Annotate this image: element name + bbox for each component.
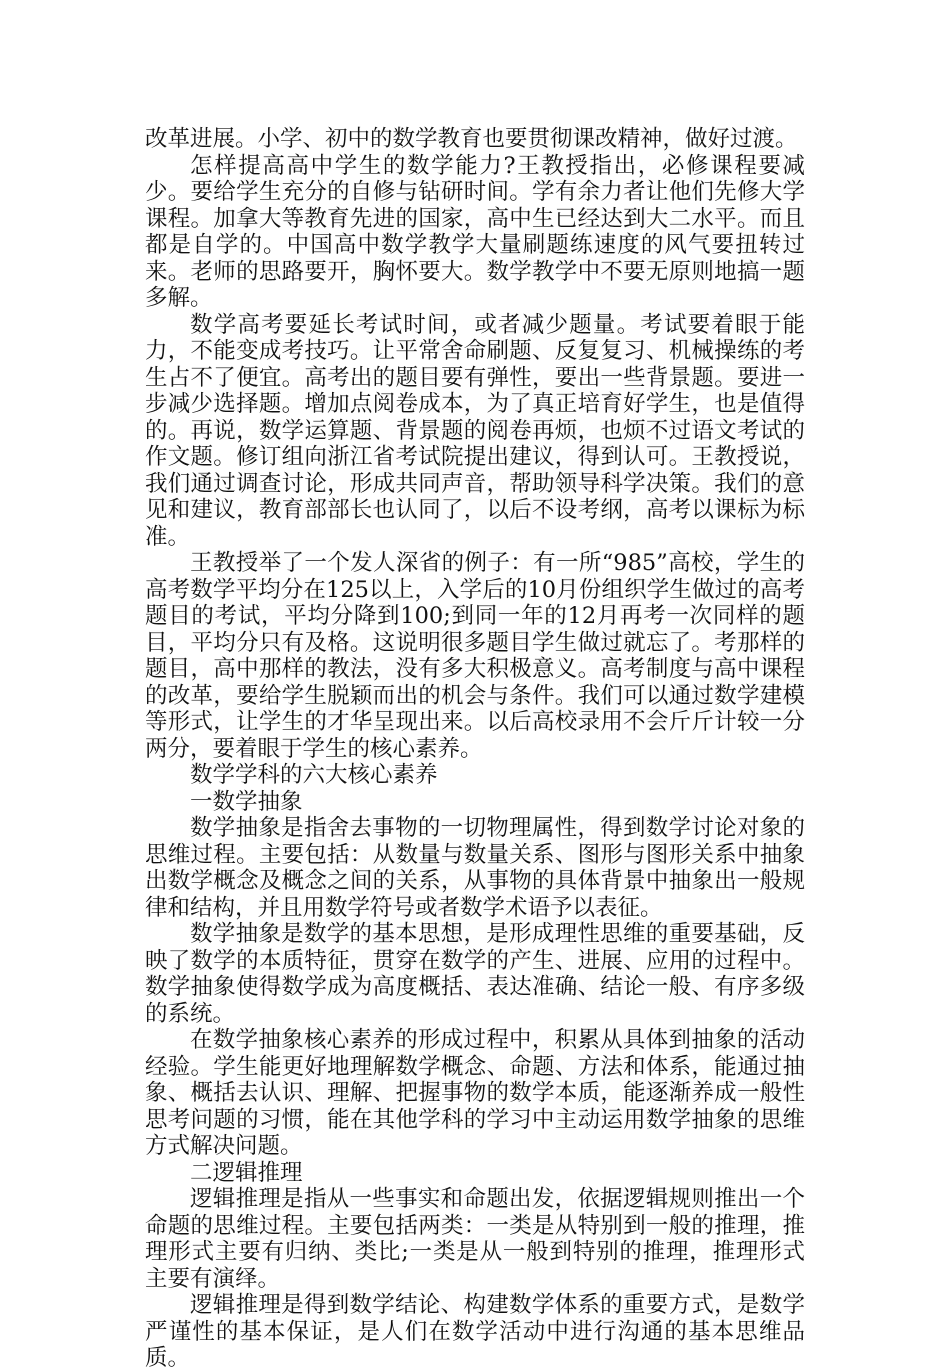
paragraph-continuation: 改革进展。小学、初中的数学教育也要贯彻课改精神，做好过渡。 bbox=[145, 126, 798, 152]
paragraph-abstraction-definition: 数学抽象是指舍去事物的一切物理属性，得到数学讨论对象的思维过程。主要包括：从数量与数量关系、图形与图形关系中抽象出数学概念及概念之间的关系，从事物的具体背景中抽象出一般规律和结构，并且用数学符号或者数学术语予以表征。 bbox=[145, 815, 805, 921]
paragraph-exam-reform: 数学高考要延长考试时间，或者减少题量。考试要着眼于能力，不能变成考技巧。让平常舍命刷题、反复复习、机械操练的考生占不了便宜。高考出的题目要有弹性，要出一些背景题。要进一步减少选择题。增加点阅卷成本，为了真正培育好学生，也是值得的。再说，数学运算题、背景题的阅卷再烦，也烦不过语文考试的作文题。修订组向浙江省考试院提出建议，得到认可。王教授说，我们通过调查讨论，形成共同声音，帮助领导科学决策。我们的意见和建议，教育部部长也认同了，以后不设考纲，高考以课标为标准。 bbox=[145, 311, 805, 550]
paragraph-example-985: 王教授举了一个发人深省的例子：有一所“985”高校，学生的高考数学平均分在125以上，入学后的10月份组织学生做过的高考题目的考试，平均分降到100;到同一年的12月再考一次同样的题目，平均分只有及格。这说明很多题目学生做过就忘了。考那样的题目，高中那样的教法，没有多大积极意义。高考制度与高中课程的改革，要给学生脱颖而出的机会与条件。我们可以通过数学建模等形式，让学生的才华呈现出来。以后高校录用不会斤斤计较一分两分，要着眼于学生的核心素养。 bbox=[145, 550, 805, 762]
paragraph-abstraction-role: 数学抽象是数学的基本思想，是形成理性思维的重要基础，反映了数学的本质特征，贯穿在数学的产生、进展、应用的过程中。数学抽象使得数学成为高度概括、表达准确、结论一般、有序多级的系统。 bbox=[145, 921, 805, 1027]
paragraph-reasoning-role: 逻辑推理是得到数学结论、构建数学体系的重要方式，是数学严谨性的基本保证，是人们在数学活动中进行沟通的基本思维品质。 bbox=[145, 1292, 805, 1371]
paragraph-math-ability: 怎样提高高中学生的数学能力?王教授指出，必修课程要减少。要给学生充分的自修与钻研时间。学有余力者让他们先修大学课程。加拿大等教育先进的国家，高中生已经达到大二水平。而且都是自学的。中国高中数学教学大量刷题练速度的风气要扭转过来。老师的思路要开，胸怀要大。数学教学中不要无原则地搞一题多解。 bbox=[145, 152, 805, 311]
subheading-math-abstraction: 一数学抽象 bbox=[190, 788, 303, 815]
document-body bbox=[145, 126, 805, 1372]
paragraph-abstraction-formation: 在数学抽象核心素养的形成过程中，积累从具体到抽象的活动经验。学生能更好地理解数学概念、命题、方法和体系，能通过抽象、概括去认识、理解、把握事物的数学本质，能逐渐养成一般性思考问题的习惯，能在其他学科的学习中主动运用数学抽象的思维方式解决问题。 bbox=[145, 1027, 805, 1159]
section-heading-core-literacy: 数学学科的六大核心素养 bbox=[190, 762, 438, 788]
subheading-logical-reasoning: 二逻辑推理 bbox=[190, 1159, 303, 1186]
paragraph-reasoning-definition: 逻辑推理是指从一些事实和命题出发，依据逻辑规则推出一个命题的思维过程。主要包括两类：一类是从特别到一般的推理，推理形式主要有归纳、类比;一类是从一般到特别的推理，推理形式主要有演绎。 bbox=[145, 1186, 805, 1292]
